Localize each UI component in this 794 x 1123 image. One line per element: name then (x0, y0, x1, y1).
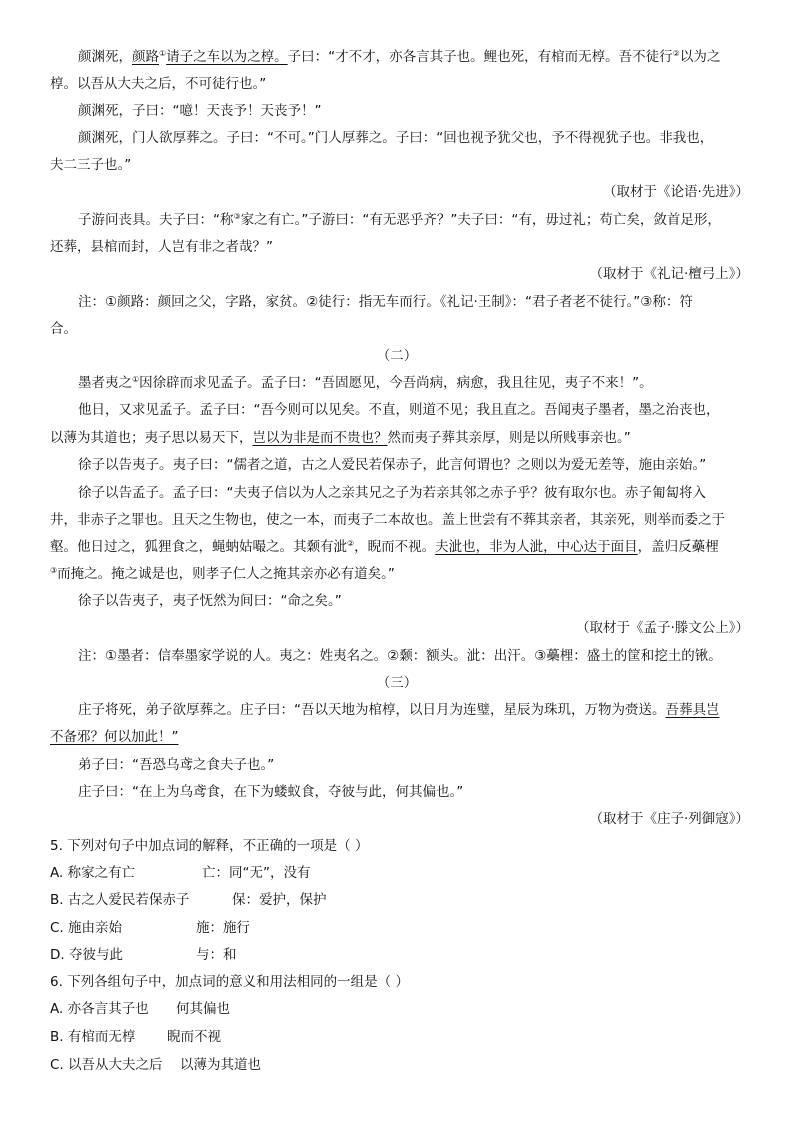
paragraph: 徐子以告孟子。孟子曰：“夫夷子信以为人之亲其兄之子为若亲其邻之赤子乎？彼有取尔也。赤子匍匐将入 (78, 485, 706, 501)
paragraph-line: 壑。他日过之，狐狸食之，蝇蚋姑嘬之。其颡有泚②，睨而不视。夫泚也，非为人泚，中心达于面目，盖归反蘽梩 (50, 539, 719, 555)
source-citation: （取材于《论语·先进》） (602, 184, 749, 200)
footnote-marker: ③ (233, 212, 241, 221)
paragraph: 弟子曰：“吾恐乌鸢之食夫子也。” (78, 757, 275, 773)
footnote-marker: ② (672, 49, 680, 58)
paragraph: 徐子以告夷子。夷子曰：“儒者之道，古之人爱民若保赤子，此言何谓也？之则以为爱无差等，施由亲始。” (78, 457, 707, 473)
underlined-text: 岂以为非是而不贵也？ (252, 430, 388, 446)
paragraph: 他日，又求见孟子。孟子曰：“吾今则可以见矣。不直，则道不见；我且直之。吾闻夷子墨者，墨之治丧也， (78, 402, 720, 418)
section-heading: （三） (376, 675, 418, 691)
paragraph-line: ③而掩之。掩之诚是也，则孝子仁人之掩其亲亦必有道矣。” (50, 566, 395, 582)
option-b: B. 有棺而无椁 睨而不视 (50, 1029, 221, 1045)
underlined-text: 请子之车以为之椁。 (166, 49, 288, 65)
paragraph: 徐子以告夷子，夷子怃然为间曰：“命之矣。” (78, 593, 342, 609)
paragraph: 庄子将死，弟子欲厚葬之。庄子曰：“吾以天地为棺椁，以日月为连璧，星辰为珠玑，万物为赍送。吾葬具岂 (78, 702, 720, 718)
paragraph-line: 椁。以吾从大夫之后，不可徒行也。” (50, 76, 267, 92)
section-heading: （二） (376, 348, 418, 364)
footnote-marker: ② (347, 539, 355, 548)
option-a: A. 亦各言其子也 何其偏也 (50, 1001, 230, 1017)
paragraph: 颜渊死，门人欲厚葬之。子曰：“不可。”门人厚葬之。子曰：“回也视予犹父也，予不得视犹子也。非我也， (78, 130, 714, 146)
underlined-text: 夫泚也，非为人泚，中心达于面目 (435, 539, 638, 555)
source-citation: （取材于《礼记·檀弓上》） (589, 266, 749, 282)
paragraph: 子游问丧具。夫子曰：“称③家之有亡。”子游曰：“有无恶乎齐？”夫子曰：“有，毋过礼；苟亡矣，敛首足形， (78, 212, 721, 228)
footnote: 注：①墨者：信奉墨家学说的人。夷之：姓夷名之。②颡：额头。泚：出汗。③蘽梩：盛土的筐和挖土的锹。 (78, 648, 722, 664)
footnote-marker: ③ (50, 566, 58, 575)
underlined-text: 颜路 (132, 49, 159, 65)
option-c: C. 施由亲始 施：施行 (50, 920, 250, 936)
option-c: C. 以吾从大夫之后 以薄为其道也 (50, 1057, 261, 1073)
footnote-marker: ① (159, 49, 167, 58)
underlined-text: 吾葬具岂 (665, 702, 720, 718)
source-citation: （取材于《孟子·滕文公上》） (575, 620, 749, 636)
option-b: B. 古之人爱民若保赤子 保：爱护，保护 (50, 892, 327, 908)
question-6-stem: 6. 下列各组句子中，加点词的意义和用法相同的一组是（ ） (50, 974, 409, 990)
paragraph-line (50, 724, 179, 751)
paragraph-line: 还葬，县棺而封，人岂有非之者哉？” (50, 239, 273, 255)
option-a: A. 称家之有亡 亡：同“无”，没有 (50, 865, 311, 881)
footnote-marker: ① (132, 375, 140, 384)
question-5-stem: 5. 下列对句子中加点词的解释，不正确的一项是（ ） (50, 838, 369, 854)
paragraph-line: 夫二三子也。” (50, 157, 132, 173)
paragraph: 颜渊死，子曰：“噫！天丧予！天丧予！” (78, 103, 322, 119)
option-d: D. 夺彼与此 与：和 (50, 947, 237, 963)
paragraph: 墨者夷之①因徐辟而求见孟子。孟子曰：“吾固愿见，今吾尚病，病愈，我且往见，夷子不来！”。 (78, 375, 653, 391)
paragraph-line: 以薄为其道也；夷子思以易天下，岂以为非是而不贵也？然而夷子葬其亲厚，则是以所贱事亲也。” (50, 430, 631, 446)
footnote-line: 合。 (50, 321, 77, 337)
paragraph-line: 井，非赤子之罪也。且天之生物也，使之一本，而夷子二本故也。盖上世尝有不葬其亲者，其亲死，则举而委之于 (50, 512, 725, 528)
underlined-text: 不备邪？何以加此！” (50, 729, 179, 745)
source-citation: （取材于《庄子·列御寇》） (589, 811, 749, 827)
paragraph: 庄子曰：“在上为乌鸢食，在下为蝼蚁食，夺彼与此，何其偏也。” (78, 784, 464, 800)
footnote: 注：①颜路：颜回之父，字路，家贫。②徒行：指无车而行。《礼记·王制》：“君子者老不徒行。”③称：符 (78, 294, 693, 310)
paragraph: 颜渊死，颜路①请子之车以为之椁。子曰：“才不才，亦各言其子也。鲤也死，有棺而无椁。吾不徒行②以为之 (78, 49, 721, 65)
